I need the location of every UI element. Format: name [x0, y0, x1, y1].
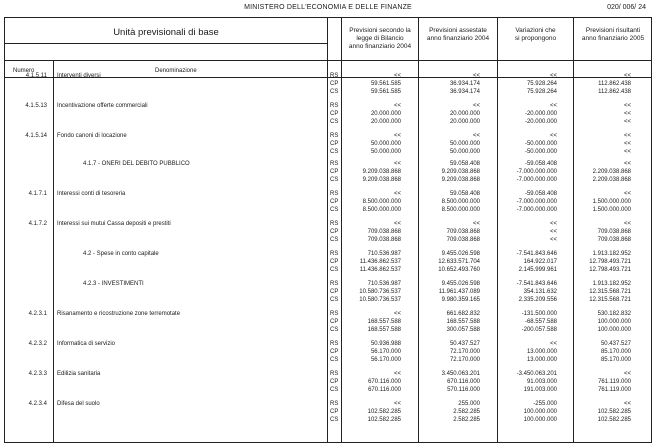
cell-value: << [549, 133, 557, 139]
col-header-legge-bilancio: Previsioni secondo la legge di Bilancio anno finanziario 2004 [348, 27, 412, 50]
row-denominazione: Interventi diversi [57, 73, 101, 79]
cell-value: 59.561.585 [370, 89, 401, 95]
row-denominazione: Interessi conti di tesoreria [57, 191, 126, 197]
cell-value: 11.961.437.089 [438, 289, 480, 295]
cell-value: << [623, 191, 631, 197]
cell-value: 8.500.000.000 [362, 207, 401, 213]
cell-value: 75.928.264 [526, 81, 557, 87]
row-type-label: RS [330, 401, 339, 407]
row-type-label: RS [330, 103, 339, 109]
budget-table [4, 17, 652, 443]
row-type-label: CP [330, 229, 339, 235]
cell-value: 8.500.000.000 [441, 207, 480, 213]
cell-value: 2.582.285 [453, 417, 480, 423]
cell-value: << [393, 73, 401, 79]
cell-value: << [623, 149, 631, 155]
row-type-label: RS [330, 161, 339, 167]
cell-value: << [623, 161, 631, 167]
cell-value: 9.209.038.868 [441, 169, 480, 175]
row-type-label: CS [330, 237, 339, 243]
cell-value: 50.000.000 [370, 149, 401, 155]
cell-value: << [549, 73, 557, 79]
cell-value: -59.058.408 [524, 191, 557, 197]
cell-value: 9.980.359.165 [441, 297, 480, 303]
cell-value: 2.209.038.868 [592, 177, 631, 183]
cell-value: 9.455.026.598 [441, 281, 480, 287]
cell-value: << [623, 119, 631, 125]
cell-value: -59.058.408 [524, 161, 557, 167]
col-header-variazioni: Variazioni che si propongono [514, 27, 557, 42]
row-denominazione: Fondo canoni di locazione [57, 133, 127, 139]
cell-value: 59.058.408 [449, 161, 480, 167]
row-denominazione: 4.2.3 - INVESTIMENTI [83, 281, 144, 287]
row-type-label: CS [330, 207, 339, 213]
cell-value: 670.116.000 [368, 379, 401, 385]
row-type-label: RS [330, 133, 339, 139]
row-type-label: CS [330, 177, 339, 183]
row-type-label: CS [330, 387, 339, 393]
cell-value: 1.500.000.000 [592, 207, 631, 213]
cell-value: 72.170.000 [449, 357, 480, 363]
unit-title: Unità previsionali di base [113, 27, 219, 38]
row-denominazione: Risanamento e ricostruzione zone terremotate [57, 311, 181, 317]
cell-value: 102.582.285 [367, 409, 401, 415]
cell-value: 10.580.736.537 [359, 297, 401, 303]
cell-value: 168.557.588 [367, 319, 401, 325]
row-type-label: CP [330, 349, 339, 355]
divider [5, 60, 651, 61]
row-type-label: CP [330, 289, 339, 295]
cell-value: 50.000.000 [449, 141, 480, 147]
row-type-label: RS [330, 341, 339, 347]
row-type-label: RS [330, 311, 339, 317]
cell-value: 75.928.264 [526, 89, 557, 95]
cell-value: 2.209.038.868 [592, 169, 631, 175]
cell-value: -50.000.000 [524, 141, 557, 147]
col-numero: Numero [13, 68, 35, 74]
row-number: 4.2.3.3 [28, 371, 47, 377]
cell-value: << [549, 237, 557, 243]
cell-value: 710.536.987 [367, 251, 401, 257]
row-type-label: CS [330, 297, 339, 303]
cell-value: 709.038.868 [597, 237, 631, 243]
col-denominazione: Denominazione [155, 68, 197, 74]
cell-value: 59.058.408 [449, 191, 480, 197]
row-type-label: CS [330, 417, 339, 423]
cell-value: << [393, 103, 401, 109]
cell-value: << [393, 371, 401, 377]
cell-value: << [393, 401, 401, 407]
cell-value: -7.541.843.646 [516, 281, 557, 287]
row-denominazione: 4.2 - Spese in conto capitale [83, 251, 159, 257]
cell-value: << [549, 103, 557, 109]
cell-value: 100.000.000 [597, 319, 631, 325]
row-type-label: CP [330, 259, 339, 265]
cell-value: << [549, 341, 557, 347]
cell-value: 100.000.000 [523, 417, 557, 423]
col-header-assestate: Previsioni assestate anno finanziario 2004 [426, 27, 490, 42]
cell-value: -7.000.000.000 [516, 199, 557, 205]
cell-value: 255.000 [458, 401, 480, 407]
row-denominazione: Difesa del suolo [57, 401, 100, 407]
cell-value: -7.000.000.000 [516, 169, 557, 175]
cell-value: 1.913.182.952 [592, 251, 631, 257]
cell-value: 12.633.571.704 [438, 259, 480, 265]
cell-value: -255.000 [533, 401, 557, 407]
row-type-label: RS [330, 251, 339, 257]
cell-value: 761.119.000 [598, 387, 631, 393]
cell-value: 670.116.000 [368, 387, 401, 393]
row-type-label: RS [330, 221, 339, 227]
cell-value: 10.652.493.760 [438, 267, 480, 273]
cell-value: 100.000.000 [597, 327, 631, 333]
cell-value: 9.455.026.598 [441, 251, 480, 257]
cell-value: -131.500.000 [521, 311, 557, 317]
cell-value: 20.000.000 [370, 119, 401, 125]
cell-value: 50.936.988 [370, 341, 401, 347]
cell-value: 91.003.000 [526, 379, 557, 385]
cell-value: -50.000.000 [524, 149, 557, 155]
cell-value: << [623, 141, 631, 147]
cell-value: << [623, 103, 631, 109]
cell-value: << [623, 371, 631, 377]
cell-value: 12.315.568.721 [589, 289, 631, 295]
cell-value: 709.038.868 [597, 229, 631, 235]
cell-value: 56.170.000 [370, 349, 401, 355]
row-type-label: RS [330, 191, 339, 197]
cell-value: 164.922.017 [523, 259, 557, 265]
cell-value: 8.500.000.000 [362, 199, 401, 205]
cell-value: 59.561.585 [370, 81, 401, 87]
row-type-label: CS [330, 119, 339, 125]
cell-value: << [393, 191, 401, 197]
cell-value: -3.450.063.201 [516, 371, 557, 377]
cell-value: 85.170.000 [600, 349, 631, 355]
cell-value: 102.582.285 [597, 409, 631, 415]
cell-value: << [623, 133, 631, 139]
row-type-label: CP [330, 379, 339, 385]
cell-value: 300.057.588 [446, 327, 480, 333]
row-type-label: CS [330, 357, 339, 363]
divider [53, 60, 54, 442]
cell-value: 570.116.000 [447, 387, 480, 393]
cell-value: -7.000.000.000 [516, 207, 557, 213]
row-number: 4.2.3.1 [28, 311, 47, 317]
row-denominazione: Interessi sui mutui Cassa depositi e prestiti [57, 221, 171, 227]
ministry-header: MINISTERO DELL'ECONOMIA E DELLE FINANZE [244, 4, 412, 11]
divider [5, 43, 327, 44]
cell-value: 168.557.588 [367, 327, 401, 333]
row-number: 4.1.7.1 [28, 191, 47, 197]
cell-value: 9.209.038.868 [362, 177, 401, 183]
cell-value: 12.798.493.721 [589, 259, 631, 265]
cell-value: 13.000.000 [526, 357, 557, 363]
cell-value: 191.003.000 [523, 387, 557, 393]
page-code: 020/ 006/ 24 [607, 4, 646, 11]
row-number: 4.2.3.2 [28, 341, 47, 347]
cell-value: << [472, 133, 480, 139]
row-type-label: CS [330, 267, 339, 273]
cell-value: 9.209.038.868 [362, 169, 401, 175]
cell-value: 36.934.174 [449, 81, 480, 87]
cell-value: 709.038.868 [446, 229, 480, 235]
cell-value: 112.862.438 [598, 89, 631, 95]
row-number: 4.2.3.4 [28, 401, 47, 407]
cell-value: << [623, 401, 631, 407]
row-denominazione: Edilizia sanitaria [57, 371, 101, 377]
cell-value: 530.182.832 [597, 311, 631, 317]
row-type-label: RS [330, 281, 339, 287]
row-type-label: CP [330, 199, 339, 205]
cell-value: 36.934.174 [449, 89, 480, 95]
cell-value: << [393, 311, 401, 317]
cell-value: << [549, 221, 557, 227]
cell-value: 661.682.832 [446, 311, 480, 317]
cell-value: -7.000.000.000 [516, 177, 557, 183]
row-number: 4.1.5.11 [25, 73, 47, 79]
divider [327, 18, 328, 442]
cell-value: 50.437.527 [449, 341, 480, 347]
row-type-label: CS [330, 327, 339, 333]
cell-value: << [623, 111, 631, 117]
cell-value: 50.000.000 [370, 141, 401, 147]
cell-value: 670.116.000 [447, 379, 480, 385]
cell-value: -200.057.588 [521, 327, 557, 333]
row-type-label: CP [330, 169, 339, 175]
row-type-label: CS [330, 149, 339, 155]
cell-value: -20.000.000 [524, 111, 557, 117]
row-type-label: CP [330, 141, 339, 147]
cell-value: 761.119.000 [598, 379, 631, 385]
col-header-risultanti: Previsioni risultanti anno finanziario 2005 [581, 27, 645, 42]
cell-value: 102.582.285 [367, 417, 401, 423]
cell-value: 85.170.000 [600, 357, 631, 363]
cell-value: 50.437.527 [600, 341, 631, 347]
row-type-label: CP [330, 111, 339, 117]
cell-value: -20.000.000 [524, 119, 557, 125]
cell-value: << [393, 161, 401, 167]
row-type-label: CS [330, 89, 339, 95]
cell-value: 102.582.285 [597, 417, 631, 423]
cell-value: 2.582.285 [453, 409, 480, 415]
cell-value: 11.436.862.537 [359, 267, 401, 273]
cell-value: 710.536.987 [367, 281, 401, 287]
row-type-label: RS [330, 73, 339, 79]
cell-value: 11.436.862.537 [359, 259, 401, 265]
cell-value: 112.862.438 [598, 81, 631, 87]
cell-value: 20.000.000 [449, 111, 480, 117]
row-number: 4.1.7.2 [28, 221, 47, 227]
cell-value: << [393, 221, 401, 227]
cell-value: 10.580.736.537 [359, 289, 401, 295]
cell-value: 56.170.000 [370, 357, 401, 363]
cell-value: 709.038.868 [367, 229, 401, 235]
cell-value: 709.038.868 [367, 237, 401, 243]
cell-value: 354.131.632 [523, 289, 557, 295]
row-type-label: CP [330, 81, 339, 87]
row-denominazione: 4.1.7 - ONERI DEL DEBITO PUBBLICO [83, 161, 190, 167]
cell-value: << [623, 221, 631, 227]
cell-value: -68.557.588 [524, 319, 557, 325]
row-type-label: CP [330, 409, 339, 415]
cell-value: 2.335.209.556 [518, 297, 557, 303]
cell-value: << [393, 133, 401, 139]
cell-value: 72.170.000 [449, 349, 480, 355]
cell-value: 1.913.182.952 [592, 281, 631, 287]
row-denominazione: Informatica di servizio [57, 341, 116, 347]
cell-value: 3.450.063.201 [441, 371, 480, 377]
cell-value: << [472, 73, 480, 79]
cell-value: << [472, 221, 480, 227]
cell-value: 12.798.493.721 [589, 267, 631, 273]
row-number: 4.1.5.14 [25, 133, 47, 139]
cell-value: << [472, 103, 480, 109]
cell-value: 709.038.868 [446, 237, 480, 243]
cell-value: << [623, 73, 631, 79]
cell-value: 9.209.038.868 [441, 177, 480, 183]
cell-value: 2.145.999.961 [518, 267, 557, 273]
cell-value: 8.500.000.000 [441, 199, 480, 205]
cell-value: 13.000.000 [526, 349, 557, 355]
row-denominazione: Incentivazione offerte commerciali [57, 103, 148, 109]
cell-value: << [549, 229, 557, 235]
cell-value: 100.000.000 [523, 409, 557, 415]
cell-value: 20.000.000 [370, 111, 401, 117]
cell-value: 168.557.588 [446, 319, 480, 325]
cell-value: -7.541.843.646 [516, 251, 557, 257]
cell-value: 12.315.568.721 [589, 297, 631, 303]
cell-value: 1.500.000.000 [592, 199, 631, 205]
row-type-label: RS [330, 371, 339, 377]
cell-value: 50.000.000 [449, 149, 480, 155]
row-number: 4.1.5.13 [25, 103, 47, 109]
row-type-label: CP [330, 319, 339, 325]
cell-value: 20.000.000 [449, 119, 480, 125]
